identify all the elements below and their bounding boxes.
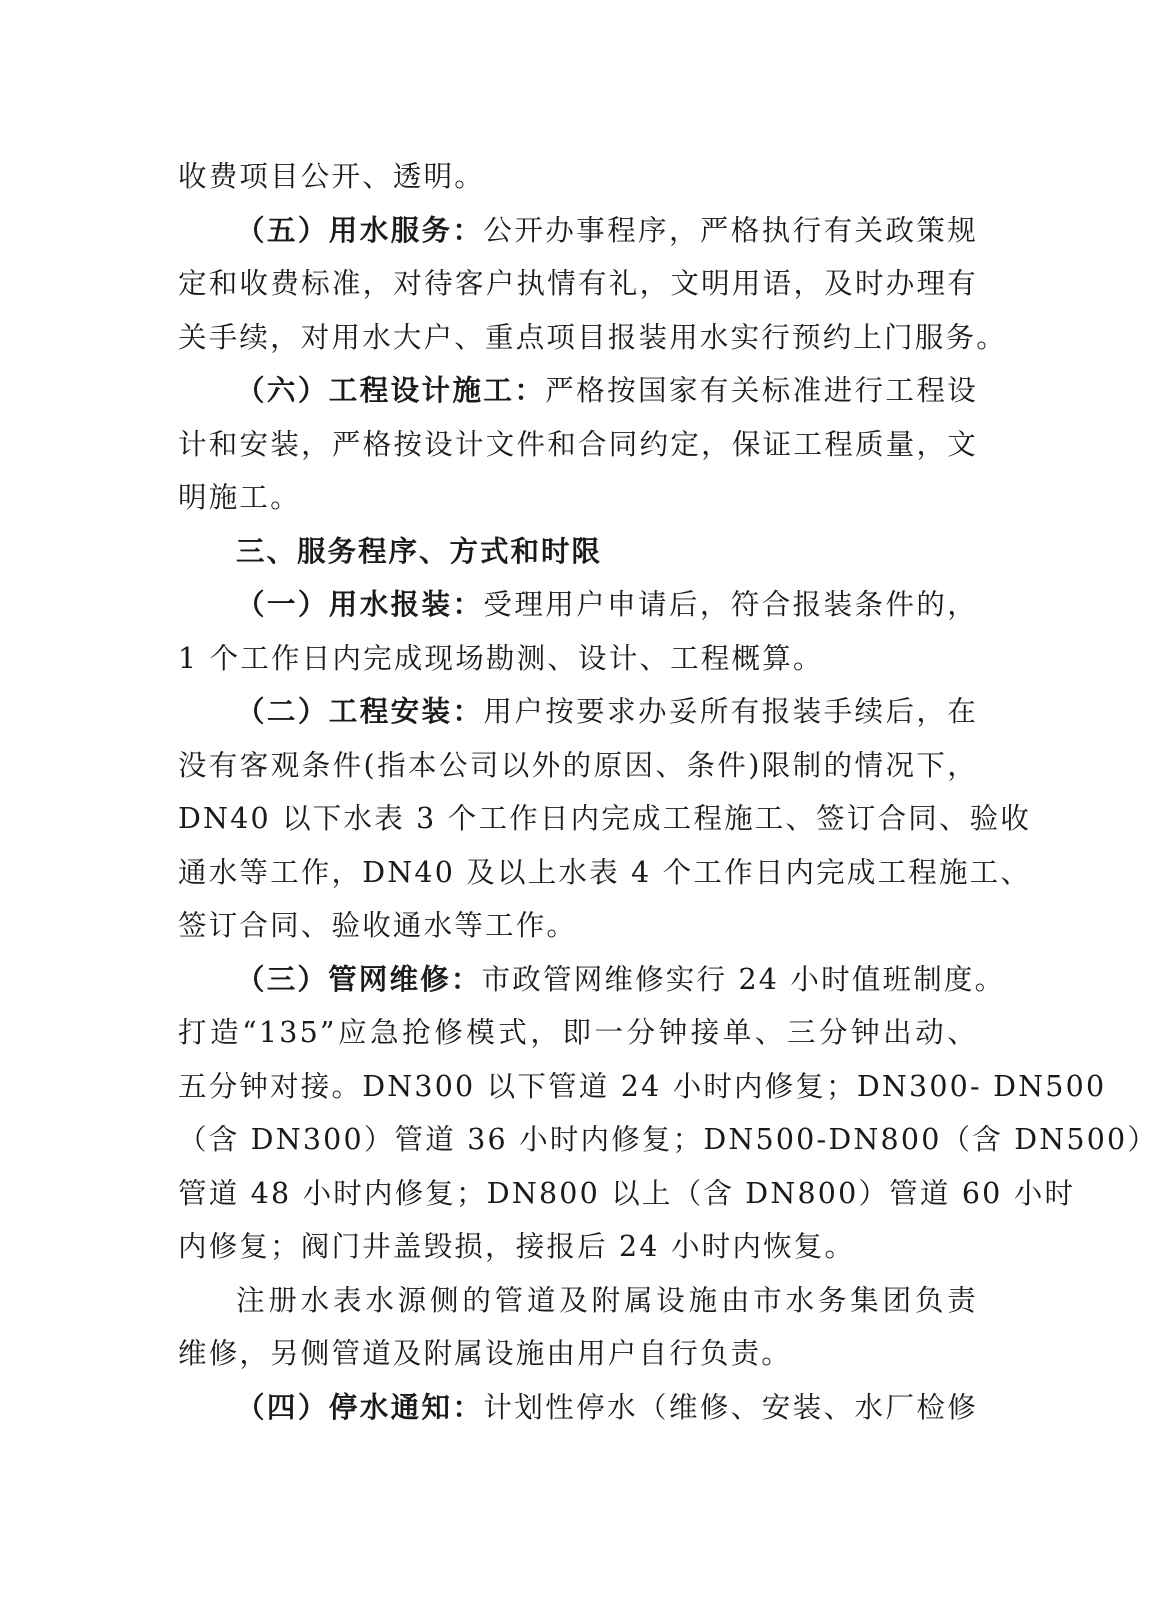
paragraph-line-item-three xyxy=(178,953,1006,1007)
item-label: （二）工程安装： xyxy=(236,695,484,728)
paragraph-line xyxy=(178,1327,978,1381)
paragraph-line xyxy=(178,418,978,472)
line-text: 没有客观条件(指本公司以外的原因、条件)限制的情况下， xyxy=(178,748,978,782)
heading-text: 三、服务程序、方式和时限 xyxy=(236,534,603,568)
line-text: 市政管网维修实行 24 小时值班制度。 xyxy=(481,962,1006,996)
item-label: （三）管网维修： xyxy=(236,962,482,996)
line-text: 内修复；阀门井盖毁损，接报后 24 小时内恢复。 xyxy=(178,1230,856,1263)
line-text: 计和安装，严格按设计文件和合同约定，保证工程质量，文 xyxy=(178,427,978,461)
line-text: 计划性停水（维修、安装、水厂检修 xyxy=(483,1390,978,1424)
line-text: 签订合同、验收通水等工作。 xyxy=(178,909,578,942)
paragraph-line xyxy=(178,739,978,793)
paragraph-line xyxy=(178,846,1032,900)
line-text: 1 个工作日内完成现场勘测、设计、工程概算。 xyxy=(178,641,824,675)
line-text: 注册水表水源侧的管道及附属设施由市水务集团负责 xyxy=(236,1283,978,1317)
line-text: 通水等工作，DN40 及以上水表 4 个工作日内完成工程施工、 xyxy=(178,855,1032,889)
paragraph-line xyxy=(178,471,978,525)
paragraph-line xyxy=(178,1006,978,1060)
paragraph-line xyxy=(178,792,1032,846)
section-heading xyxy=(178,525,978,579)
line-text: 定和收费标准，对待客户执情有礼，文明用语，及时办理有 xyxy=(178,267,978,300)
paragraph-line xyxy=(178,632,978,686)
paragraph-line xyxy=(178,1060,1107,1114)
paragraph-line xyxy=(178,150,978,204)
item-label: （五）用水服务： xyxy=(236,213,484,247)
line-text: 维修，另侧管道及附属设施由用户自行负责。 xyxy=(178,1337,793,1370)
item-label: （四）停水通知： xyxy=(236,1390,484,1424)
paragraph-line xyxy=(178,899,978,953)
line-text: 受理用户申请后，符合报装条件的， xyxy=(483,588,978,621)
line-text: 公开办事程序，严格执行有关政策规 xyxy=(483,213,978,247)
paragraph-line-item-four xyxy=(178,1381,978,1435)
paragraph-line xyxy=(178,311,1007,365)
paragraph-line-note xyxy=(178,1274,978,1328)
line-text: 五分钟对接。DN300 以下管道 24 小时内修复；DN300- DN500 xyxy=(178,1069,1107,1103)
line-text: 管道 48 小时内修复；DN800 以上（含 DN800）管道 60 小时 xyxy=(178,1176,1076,1210)
paragraph-line-item-one xyxy=(178,578,978,632)
item-label: （一）用水报装： xyxy=(236,588,484,621)
document-body xyxy=(178,150,1159,1434)
paragraph-line xyxy=(178,1113,1159,1167)
paragraph-line xyxy=(178,1167,1076,1221)
line-text: 用户按要求办妥所有报装手续后，在 xyxy=(483,695,978,728)
paragraph-line xyxy=(178,1220,978,1274)
line-text: 关手续，对用水大户、重点项目报装用水实行预约上门服务。 xyxy=(178,320,1007,354)
line-text: 明施工。 xyxy=(178,481,301,514)
line-text: 打造“135”应急抢修模式，即一分钟接单、三分钟出动、 xyxy=(178,1016,978,1049)
paragraph-line xyxy=(178,257,978,311)
line-text: 收费项目公开、透明。 xyxy=(178,160,486,193)
paragraph-line-item-two xyxy=(178,685,978,739)
line-text: （含 DN300）管道 36 小时内修复；DN500-DN800（含 DN500） xyxy=(178,1123,1159,1156)
paragraph-line-item-five xyxy=(178,204,978,258)
line-text: 严格按国家有关标准进行工程设 xyxy=(545,374,978,407)
item-label: （六）工程设计施工： xyxy=(236,374,546,407)
line-text: DN40 以下水表 3 个工作日内完成工程施工、签订合同、验收 xyxy=(178,802,1032,835)
paragraph-line-item-six xyxy=(178,364,978,418)
